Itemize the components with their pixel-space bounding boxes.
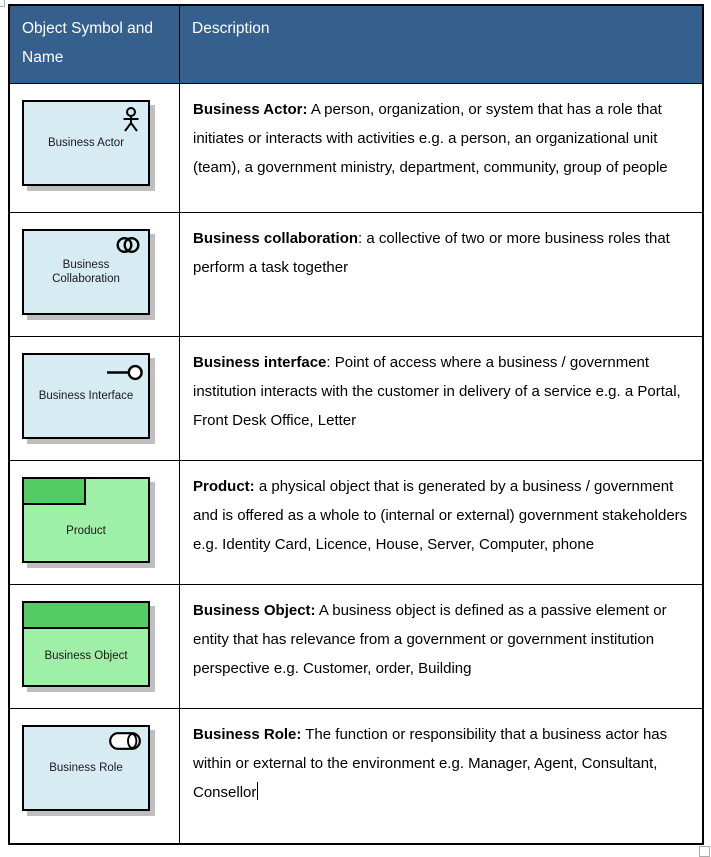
symbol-cell-product (10, 460, 180, 584)
description-business-collaboration (180, 212, 702, 336)
description-lead: Business interface (193, 354, 327, 371)
description-lead: Product: (193, 478, 255, 495)
symbol-cell-business-object (10, 584, 180, 708)
business-interface-icon (107, 364, 143, 381)
business-object-icon (24, 603, 148, 629)
symbol-cell-business-role (10, 708, 180, 843)
description-business-actor (180, 83, 702, 212)
business-actor-shape (22, 100, 150, 186)
description-text: : Point of access where a business / government institution interacts with the customer in delivery of a service e.g. a Portal, Front Desk Office, Letter (193, 354, 681, 429)
business-collaboration-icon (115, 236, 141, 254)
text-caret (257, 782, 258, 800)
business-role-label: Business Role (49, 761, 123, 774)
business-role-shape (22, 725, 150, 811)
table-resize-handle[interactable] (699, 846, 710, 857)
description-product (180, 460, 702, 584)
description-text: The function or responsibility that a business actor has within or external to the environment e.g. Manager, Agent, Consultant, Consellor (193, 726, 668, 801)
product-icon (24, 479, 86, 505)
header-cell-symbol (10, 6, 180, 83)
description-business-object (180, 584, 702, 708)
description-lead: Business collaboration (193, 230, 359, 247)
table-move-handle[interactable] (0, 0, 5, 7)
description-business-interface (180, 336, 702, 460)
business-actor-label: Business Actor (47, 136, 125, 149)
business-interface-shape (22, 353, 150, 439)
header-description-label: Description (192, 20, 270, 37)
description-lead: Business Role: (193, 726, 302, 743)
description-text: a physical object that is generated by a business / government and is offered as a whole to (internal or external) government stakeholders e.g. Identity Card, Licence, House, Server, Computer, phone (193, 478, 688, 553)
symbol-cell-business-collaboration (10, 212, 180, 336)
description-lead: Business Object: (193, 602, 316, 619)
product-label: Product (66, 524, 106, 537)
description-text: A business object is defined as a passive element or entity that has relevance from a government or government institution perspective e.g. Customer, order, Building (193, 602, 667, 677)
description-text: A person, organization, or system that has a role that initiates or interacts with activities e.g. a person, an organizational unit (team), a government ministry, department, community, group of people (193, 101, 668, 176)
business-actor-icon (121, 107, 141, 134)
business-role-icon (109, 732, 141, 750)
symbol-cell-business-interface (10, 336, 180, 460)
symbol-cell-business-actor (10, 83, 180, 212)
business-object-label: Business Object (44, 649, 128, 662)
product-shape (22, 477, 150, 563)
header-symbol-label: Object Symbol and Name (22, 20, 153, 66)
business-object-shape (22, 601, 150, 687)
business-collaboration-label: Business Collaboration (52, 258, 120, 285)
description-text: : a collective of two or more business roles that perform a task together (193, 230, 670, 276)
description-lead: Business Actor: (193, 101, 308, 118)
business-interface-label: Business Interface (38, 389, 134, 402)
description-business-role (180, 708, 702, 843)
header-cell-description (180, 6, 702, 83)
symbol-description-table (8, 4, 704, 845)
business-collaboration-shape (22, 229, 150, 315)
